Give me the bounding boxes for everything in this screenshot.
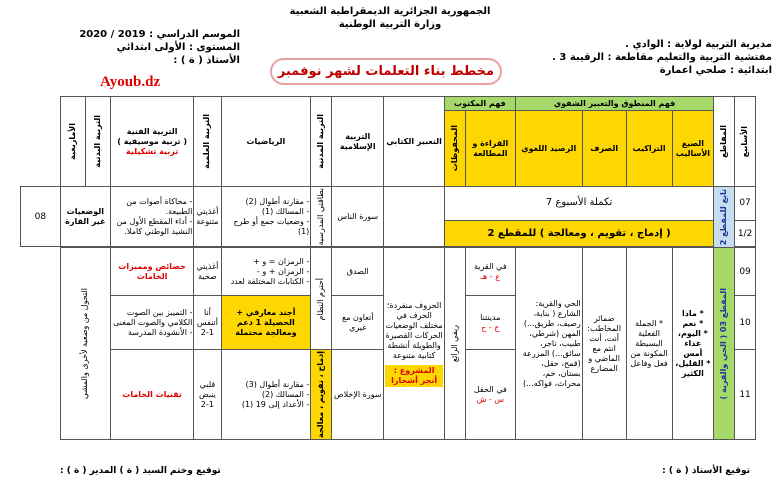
art-09: خصائص ومميزات الخامات (110, 248, 194, 296)
math-09: - الرمزان = و + - الرمزان + و - - الكتابات المختلفة لعدد (221, 248, 311, 296)
vocab-cell: الحي والقرية: الشارع ( بناية، رصيف، طريق...) المهن (شرطي، طبيب، تاجر، سائق...) المزرعة (قمح، حقل، بستان، خم، محراث، فواكه...) (515, 248, 582, 440)
teacher-signature: توقيع الأستاذ ( ة ) : (662, 466, 750, 476)
col-islamic: التربية الإسلامية (332, 97, 384, 187)
science-09: أغذيتي صحية (194, 248, 221, 296)
directorate-label: مديرية التربية لولاية : الوادي . (625, 39, 772, 50)
level-label: المستوى : الأولى ابتدائي (116, 42, 240, 53)
writing-cell: الحروف منفردة؛ الحرف في مختلف الوضعيات الحركات القصيرة والطويلة أنشطة كتابية متنوعة المشروع : أنجز أشجارا (384, 248, 445, 440)
col-morphology: الصرف (582, 111, 626, 187)
school-label: ابتدائية : صلحي اعمارة (659, 65, 772, 76)
header-center (250, 5, 530, 31)
w08-math: - مقارنة أطوال (2) - المسالك (1) - وضعيات جمع أو طرح (1) (221, 187, 311, 247)
segment-new: المقطع 03 ( الحي والقرية ) (714, 248, 735, 440)
header-left (30, 28, 240, 67)
science-10: أنا أتنفس 1-2 (194, 296, 221, 350)
reading-11: في الحقل س - ش (465, 350, 515, 440)
week-half: 1/2 (735, 220, 756, 247)
plan-table (20, 96, 756, 440)
w08-pe: الوضعيات غير القارة (60, 187, 110, 247)
inspectorate-label: مفتشية التربية والتعليم مقاطعة : الرقيبة 3 . (552, 52, 772, 63)
week-08: 08 (21, 187, 61, 247)
week-07: 07 (735, 187, 756, 221)
page-title: مخطط بناء التعلمات لشهر نوفمبر (270, 58, 502, 85)
col-formulas: الصيغ الأساليب (672, 111, 714, 187)
col-memorization: المحفوظات (444, 111, 465, 187)
memorization-cell: ريفي الرائع (444, 248, 465, 440)
col-civic: التربية المدنية (311, 97, 332, 187)
col-math: الرياضيات (221, 97, 311, 187)
week7-completion: تكملة الأسبوع 7 (444, 187, 713, 221)
week-11: 11 (735, 350, 756, 440)
science-11: قلبي ينبض 1-2 (194, 350, 221, 440)
col-written-group: فهم المكتوب (444, 97, 515, 111)
integration-banner: ( إدماج ، تقويم ، ومعالجة ) للمقطع 2 (444, 220, 713, 247)
formulas-cell: * ماذا * نعم * اليوم، غداء أمس * القليل، الكثير (672, 248, 714, 440)
col-reading: القراءة و المطالعة (465, 111, 515, 187)
pe-0911: التحول من وضعية لأخرى والمشي (60, 248, 110, 440)
reading-09: في القرية ع - هـ (465, 248, 515, 296)
islamic-10: أتعاون مع غيري (332, 296, 384, 350)
morphology-cell: ضمائر المخاطب: أنت، أنت انتم مع الماضي و المضارع (582, 248, 626, 440)
art-11: تقنيات الخامات (110, 350, 194, 440)
segment-follow: تابع للمقطع 2 (714, 187, 735, 248)
col-oral-group: فهم المنطوق والتعبير الشفوي (515, 97, 713, 111)
w08-science: أغذيتي متنوعة (194, 187, 221, 247)
season-label: الموسم الدراسي : 2019 / 2020 (79, 29, 240, 40)
col-segments: المقاطع (714, 97, 735, 187)
col-science: التربية العلمية (194, 97, 221, 187)
director-signature: توقيع وختم السيد ( ة ) المدير ( ة ) : (60, 466, 221, 476)
civic-0910: أحترم النظام (311, 248, 332, 350)
teacher-label: الأستاذ ( ة ) : (173, 55, 240, 66)
w08-placeholder-writing (384, 187, 445, 247)
col-art: التربية الفنية ( تربية موسيقية ) تربية تشكيلية (110, 97, 194, 187)
header-right (492, 38, 772, 77)
republic-title: الجمهورية الجزائرية الديمقراطية الشعبية (289, 6, 491, 17)
w08-art: - محاكاة أصوات من الطبيعة. - أداء المقطع الأول من النشيد الوطني كاملا. (110, 187, 194, 247)
math-11: - مقارنة أطوال (3) - المسالك (2) - الأعداد إلى 19 (1) (221, 350, 311, 440)
col-weeks: الأسابيع (735, 97, 756, 187)
col-vocab: الرصيد اللغوي (515, 111, 582, 187)
math-10: أجند معارفي + الحصيلة 1 دعم ومعالجة محتملة (221, 296, 311, 350)
structures-cell: * الجملة الفعلية البسيطة المكونة من فعل وفاعل (626, 248, 672, 440)
week-09: 09 (735, 248, 756, 296)
brand-watermark: Ayoub.dz (100, 74, 161, 90)
week-10: 10 (735, 296, 756, 350)
islamic-11: سورة الإخلاص (332, 350, 384, 440)
reading-10: مدينتنا ج - ح (465, 296, 515, 350)
islamic-09: الصدق (332, 248, 384, 296)
col-structures: التراكيب (626, 111, 672, 187)
w08-civic: بطاقتي المدرسية (311, 187, 332, 247)
art-10: - التمييز بين الصوت الكلامي والصوت المغنى - الأنشودة المدرسة (110, 296, 194, 350)
col-writing: التعبير الكتابي (384, 97, 445, 187)
ministry-title: وزارة التربية الوطنية (338, 19, 442, 30)
col-pe: التربية البدنية (85, 97, 110, 187)
col-amazigh: الأمازيغية (60, 97, 85, 187)
civic-11: إدماج ، تقويم ، معالجة (311, 350, 332, 440)
w08-islamic: سورة الناس (332, 187, 384, 247)
